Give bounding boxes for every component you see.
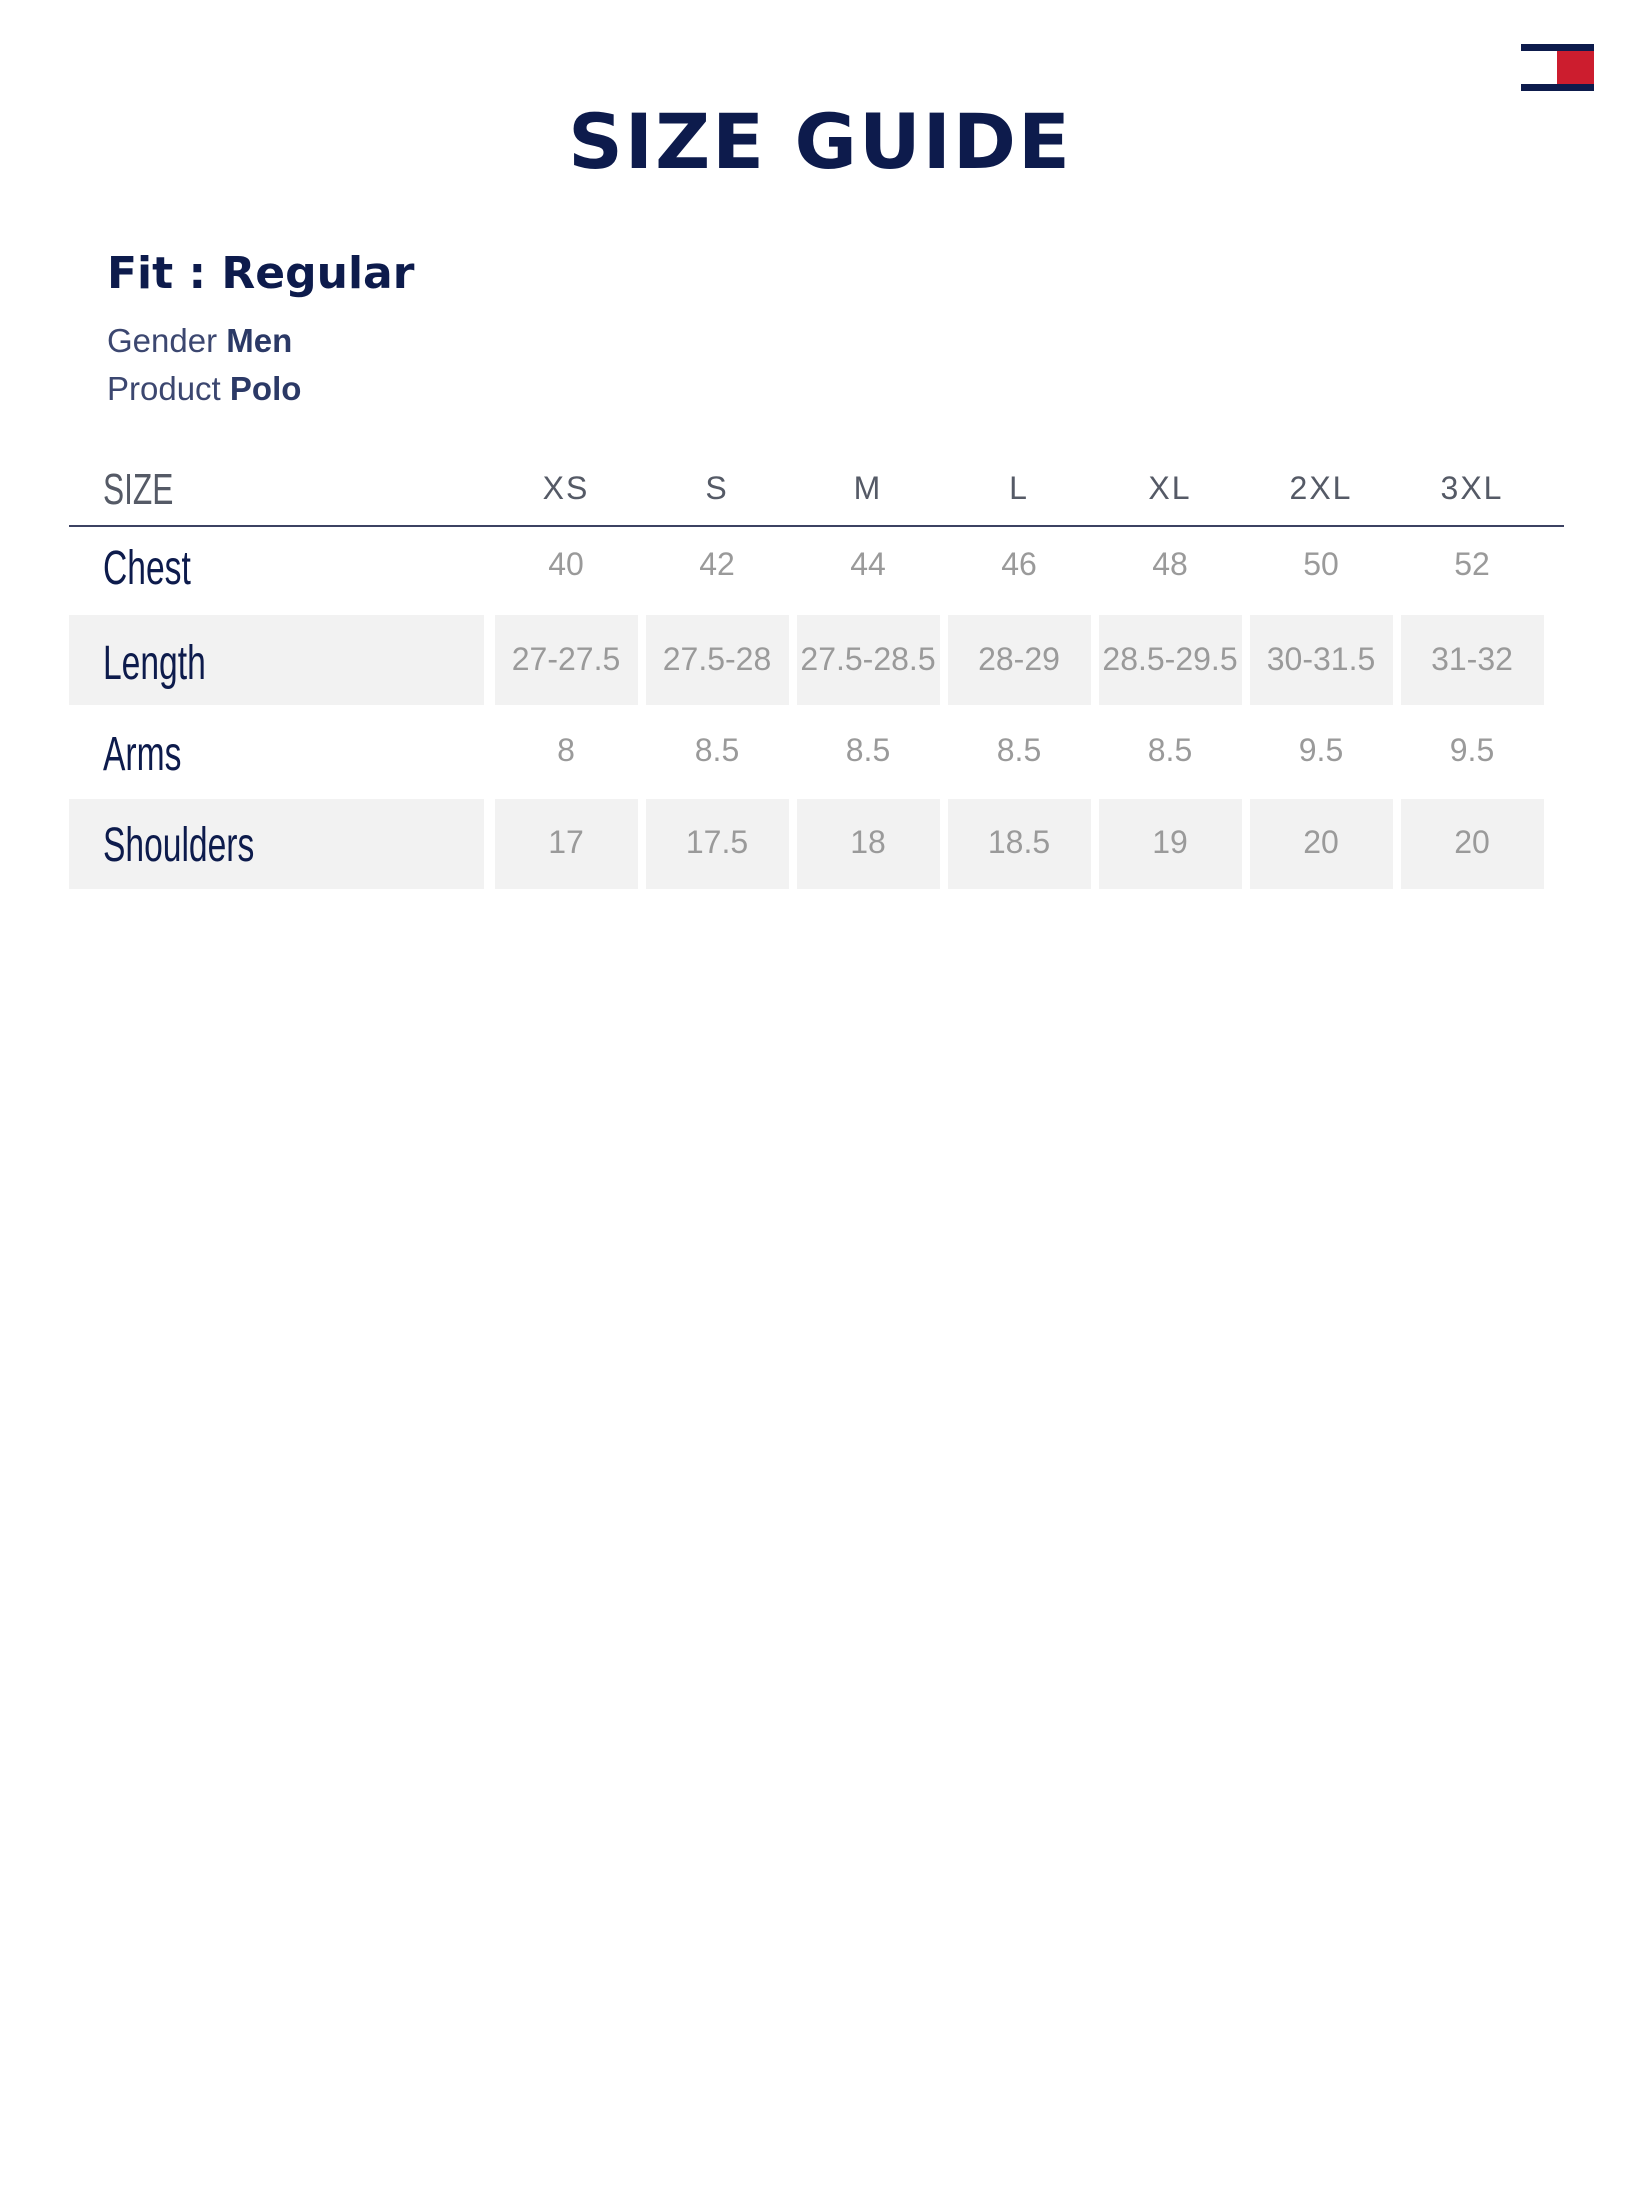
measurement-value: 18 bbox=[850, 824, 886, 860]
measurement-value: 8.5 bbox=[845, 732, 891, 768]
measurement-value: 17.5 bbox=[685, 824, 749, 860]
measurement-value: 18.5 bbox=[987, 824, 1051, 860]
size-column-header: 3XL bbox=[1440, 470, 1504, 506]
measurement-label: Arms bbox=[103, 728, 182, 781]
measurement-value: 28-29 bbox=[978, 641, 1060, 677]
gender-line bbox=[107, 324, 292, 357]
size-column-header: S bbox=[705, 470, 729, 506]
measurement-value: 17 bbox=[548, 824, 584, 860]
size-column-header: L bbox=[1009, 470, 1029, 506]
size-column-header: 2XL bbox=[1289, 470, 1353, 506]
measurement-value: 8.5 bbox=[1147, 732, 1193, 768]
measurement-value: 52 bbox=[1454, 546, 1490, 582]
measurement-value: 19 bbox=[1152, 824, 1188, 860]
gender-label: Gender bbox=[107, 322, 218, 359]
measurement-value: 20 bbox=[1454, 824, 1490, 860]
measurement-value: 30-31.5 bbox=[1266, 641, 1376, 677]
product-line bbox=[107, 372, 301, 405]
size-column-header: XL bbox=[1148, 470, 1192, 506]
product-label: Product bbox=[107, 370, 221, 407]
measurement-value: 40 bbox=[548, 546, 584, 582]
measurement-value: 27.5-28 bbox=[662, 641, 772, 677]
measurement-value: 50 bbox=[1303, 546, 1339, 582]
measurement-value: 27-27.5 bbox=[511, 641, 621, 677]
size-column-header: XS bbox=[542, 470, 590, 506]
header-divider bbox=[69, 525, 1564, 527]
measurement-value: 20 bbox=[1303, 824, 1339, 860]
gender-value: Men bbox=[226, 322, 293, 359]
measurement-value: 9.5 bbox=[1449, 732, 1495, 768]
product-value: Polo bbox=[229, 370, 302, 407]
measurement-value: 44 bbox=[850, 546, 886, 582]
measurement-value: 48 bbox=[1152, 546, 1188, 582]
measurement-value: 42 bbox=[699, 546, 735, 582]
measurement-value: 31-32 bbox=[1431, 641, 1513, 677]
fit-label: Fit : Regular bbox=[107, 248, 415, 299]
measurement-value: 27.5-28.5 bbox=[800, 641, 936, 677]
measurement-value: 9.5 bbox=[1298, 732, 1344, 768]
measurement-value: 8 bbox=[557, 732, 575, 768]
measurement-value: 46 bbox=[1001, 546, 1037, 582]
size-column-header: M bbox=[853, 470, 883, 506]
brand-flag-logo bbox=[1521, 44, 1594, 91]
page-title: SIZE GUIDE bbox=[568, 97, 1072, 186]
size-header-label: SIZE bbox=[103, 465, 174, 514]
measurement-label: Chest bbox=[103, 542, 191, 595]
measurement-value: 8.5 bbox=[996, 732, 1042, 768]
measurement-value: 28.5-29.5 bbox=[1102, 641, 1238, 677]
measurement-value: 8.5 bbox=[694, 732, 740, 768]
measurement-label: Shoulders bbox=[103, 819, 255, 872]
measurement-label: Length bbox=[103, 637, 206, 690]
